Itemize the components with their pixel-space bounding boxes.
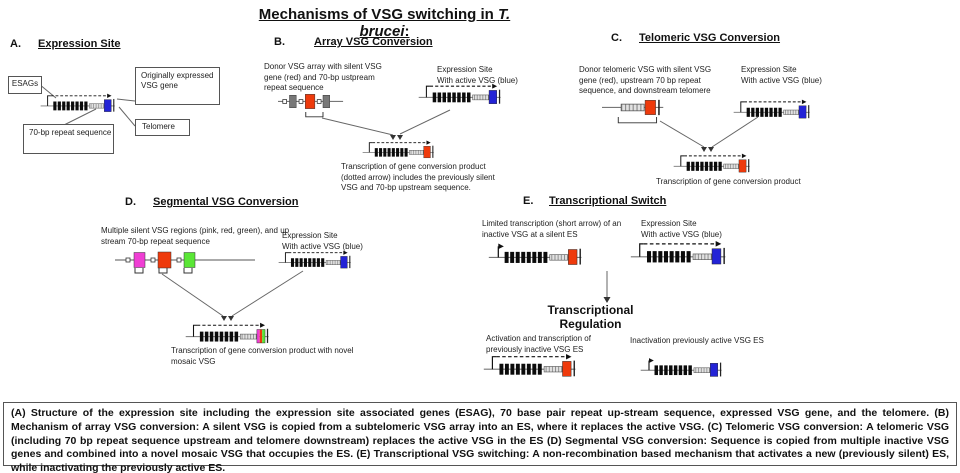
mosaic-vsg-pink-stripe [257,329,260,342]
arrowhead-icon [426,141,430,145]
conversion-product-diagram-d [185,321,270,345]
copied-region-bracket [618,117,656,123]
newly-active-vsg-gene-box [562,361,571,376]
inactivation-label: Inactivation previously active VSG ES [630,336,764,345]
silent-vsg-red-box [645,100,656,114]
copied-region-bracket [184,268,192,273]
page-title [232,6,537,40]
donor-array-diagram [278,90,345,121]
inactivated-es-diagram [640,355,723,379]
mosaic-vsg-green-stripe [262,329,265,342]
donor-segmental-diagram [115,248,255,276]
arrowhead-icon [649,358,654,363]
inactive-vsg-gene-box [568,249,577,264]
telomere-label-box: Telomere [135,119,190,136]
silent-es-diagram-e [488,240,583,267]
repeat-box-icon [299,100,303,104]
es-label-line2: With active VSG (blue) [741,75,822,85]
es-label-line1: Expression Site [741,65,797,74]
donor-array-label: Donor VSG array with silent VSG gene (red) and 70-bp ustpream repeat sequence [264,62,382,92]
arrowhead-icon [343,251,347,255]
donor-telomeric-label: Donor telomeric VSG with silent VSG gene (red), upstream 70 bp repeat sequence, and downstream telomere [579,65,712,95]
title-prefix: Mechanisms of VSG switching in [258,6,498,23]
es-backbone [641,365,722,375]
arrowhead-icon [498,244,504,250]
copied-region-bracket [306,112,323,117]
donor-segmental-label: Multiple silent VSG regions (pink, red, green), and up stream 70-bp repeat sequence [101,226,290,246]
promoter-arrow-icon [741,102,744,112]
silent-vsg-green-box [184,253,195,268]
c-caption: Transcription of gene conversion product [656,177,801,186]
es-backbone [489,252,582,263]
d-caption: Transcription of gene conversion product with novel mosaic VSG [171,346,354,366]
originally-expressed-label-box: Originally expressed VSG gene [135,67,220,105]
silent-vsg-pink-box [134,253,145,268]
es-backbone [279,258,351,267]
es-label-line1: Expression Site [641,219,697,228]
es-label-c [741,65,861,86]
es-backbone [674,162,750,171]
regulation-title-line2: Regulation [559,317,622,331]
arrowhead-icon [492,84,497,89]
arrowhead-icon [566,354,571,359]
transcriptional-regulation-title [528,303,653,331]
es-backbone [363,148,434,157]
limited-transcription-label: Limited transcription (short arrow) of an inactive VSG at a silent ES [482,219,622,239]
arrowhead-icon [716,241,722,247]
active-vsg-gene-box [104,100,111,112]
copied-region-bracket [159,268,167,273]
arrowhead-icon [742,154,747,159]
arrowhead-icon [260,323,265,328]
copied-region-bracket [135,268,143,273]
repeat-region-box [621,104,644,111]
repeat-box-icon [177,258,181,262]
repeat-sequence-label-box: 70-bp repeat sequence [23,124,114,154]
section-c-heading: Telomeric VSG Conversion [639,32,781,44]
title-suffix: : [404,23,410,40]
activated-es-diagram [483,352,577,379]
promoter-arrow-icon [48,96,51,106]
section-a-letter: A. [10,38,21,50]
donor-telomeric-diagram [602,96,669,127]
repeat-box-icon [317,100,321,104]
es-label-line2: With active VSG (blue) [641,229,722,239]
silent-vsg-red-box [158,252,171,268]
promoter-arrow-icon [492,357,496,370]
promoter-arrow-icon [681,156,684,166]
arrowhead-icon [802,100,807,105]
expression-site-diagram-c [733,98,811,120]
title-species: T. brucei [359,6,511,40]
b-caption: Transcription of gene conversion product (dotted arrow) includes the previously silent VSG and 70-bp upstream sequence. [341,162,495,192]
repeat-box-icon [151,258,155,262]
active-es-diagram-e [630,239,727,266]
figure-caption-box: (A) Structure of the expression site including the expression site associated genes (ESAG), 70 base pair repeat up-stream sequence, expressed VSG gene, and the telomere. (B) Mechanism of array VSG conversion: A silent VSG is copied from a subtelomeric VSG array into an ES, where it replaces the active VSG. (C) Telomeric VSG conversion: A telomeric VSG (including 70 bp repeat sequence upstream and telomere downstream) replaces the active VSG in the ES (D) Segmental VSG conversion: Sequence is copied from multiple inactive VSG genes and combined into a novel mosaic VSG that occupies the ES. (E) Transcriptional VSG switching: A non-recombination based mechanism that activates a new (previously silent) ES, while inactivating the previously active ES. [3,402,957,466]
es-backbone [631,251,726,262]
active-vsg-gene-box [489,90,497,103]
es-label-line2: With active VSG (blue) [437,75,518,85]
promoter-arrow-icon [369,143,372,153]
promoter-arrow-icon [285,253,288,263]
promoter-arrow-icon [426,86,429,97]
active-vsg-gene-box [799,106,806,118]
es-label-line1: Expression Site [437,65,493,74]
section-d-heading: Segmental VSG Conversion [153,196,299,208]
es-label-line2: With active VSG (blue) [282,241,363,251]
esags-label-box: ESAGs [8,76,42,94]
section-e-letter: E. [523,195,534,207]
silent-vsg-red-box [305,94,315,108]
arrowhead-icon [107,94,111,98]
conversion-product-diagram-c [673,152,751,174]
activation-label: Activation and transcription of previously inactive VSG ES [486,334,591,354]
promoter-arrow-icon [640,244,644,257]
active-vsg-gene-box [712,249,721,264]
es-backbone [41,101,115,110]
mosaic-vsg-red-stripe [260,329,262,342]
expression-site-diagram-b [418,82,502,106]
es-backbone [419,92,501,102]
conversion-product-diagram-b [362,139,435,160]
es-backbone [484,364,576,375]
es-backbone [734,108,810,117]
es-label-e [641,219,761,240]
inactivated-vsg-gene-box [710,363,718,376]
new-vsg-gene-box [424,146,431,158]
promoter-arrow-icon [194,325,198,336]
active-vsg-gene-box [341,256,348,268]
regulation-title-line1: Transcriptional [547,303,634,317]
section-a-heading: Expression Site [38,38,121,50]
es-backbone [186,332,269,342]
array-vsg-gray-box [323,95,330,107]
section-d-letter: D. [125,196,136,208]
expression-site-diagram-a [40,92,116,114]
array-vsg-gray-box [289,95,296,107]
repeat-box-icon [126,258,130,262]
expression-site-diagram-d [278,249,352,270]
section-b-letter: B. [274,36,285,48]
new-vsg-gene-box [739,160,746,172]
section-b-heading: Array VSG Conversion [314,36,433,48]
section-c-letter: C. [611,32,622,44]
repeat-box-icon [283,100,287,104]
es-label-line1: Expression Site [282,231,338,240]
section-e-heading: Transcriptional Switch [549,195,667,207]
